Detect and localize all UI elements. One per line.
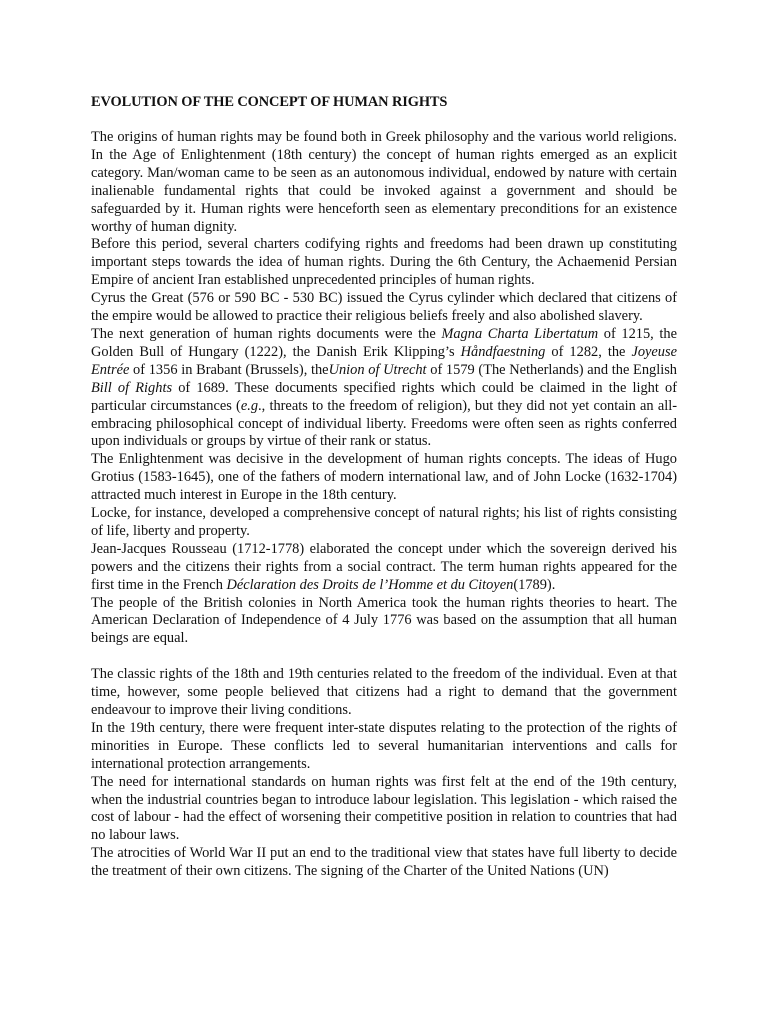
text-run: The need for international standards on human rights was first felt at the end of the 19th century, when the industrial countries began to introduce labour legislation. This legislation - which raised the cost of labour - had the effect of worsening their competitive position in relation to countries that had no labour laws. (91, 773, 677, 844)
text-run: Locke, for instance, developed a comprehensive concept of natural rights; his list of rights consisting of life, liberty and property. (91, 505, 677, 539)
paragraph (91, 129, 677, 236)
text-run: ., threats to the freedom of religion), but they did not yet contain an all-embracing philosophical concept of individual liberty. Freedoms were often seen as rights conferred upon individuals or groups by virtue of their rank or status. (91, 397, 677, 450)
text-run: of 1215, the Golden Bull of Hungary (1222), the Danish Erik Klipping’s (91, 325, 677, 360)
paragraph (91, 595, 677, 649)
italic-text: Déclaration des Droits de l’Homme et du Citoyen (226, 576, 514, 593)
text-run: The origins of human rights may be found both in Greek philosophy and the various world religions. In the Age of Enlightenment (18th century) the concept of human rights emerged as an explicit category. Man/woman came to be seen as an autonomous individual, endowed by nature with certain inalienable fundamental rights that could be invoked against a government and should be safeguarded by it. Human rights were henceforth seen as elementary preconditions for an existence worthy of human dignity. (91, 129, 677, 235)
text-run: (1789). (513, 576, 556, 593)
text-run: Before this period, several charters codifying rights and freedoms had been drawn up constituting important steps towards the idea of human rights. During the 6th Century, the Achaemenid Persian Empire of ancient Iran established unprecedented principles of human rights. (91, 236, 677, 289)
paragraph (91, 666, 677, 720)
paragraph (91, 720, 677, 774)
text-run: The people of the British colonies in North America took the human rights theories to heart. The American Declaration of Independence of 4 July 1776 was based on the assumption that all human beings are equal. (91, 594, 677, 647)
text-run: Cyrus the Great (576 or 590 BC - 530 BC) issued the Cyrus cylinder which declared that citizens of the empire would be allowed to practice their religious beliefs freely and also abolished slavery. (91, 290, 677, 325)
text-run: In the 19th century, there were frequent inter-state disputes relating to the protection of the rights of minorities in Europe. These conflicts led to several humanitarian interventions and calls for international protection arrangements. (91, 719, 677, 772)
italic-text: Magna Charta Libertatum (441, 325, 599, 342)
text-run: The atrocities of World War II put an end to the traditional view that states have full liberty to decide the treatment of their own citizens. The signing of the Charter of the United Nations (UN) (91, 845, 677, 880)
italic-text: Joyeuse Entrée (91, 343, 677, 378)
text-run: Jean-Jacques Rousseau (1712-1778) elaborated the concept under which the sovereign derived his powers and the citizens their rights from a social contract. The term human rights appeared for the first time in the French (91, 540, 677, 593)
paragraph (91, 541, 677, 595)
text-run: of 1579 (The Netherlands) and the English (426, 361, 677, 378)
paragraph (91, 290, 677, 326)
paragraph (91, 236, 677, 290)
document-page (91, 93, 677, 881)
text-run: The Enlightenment was decisive in the development of human rights concepts. The ideas of Hugo Grotius (1583-1645), one of the fathers of modern international law, and of John Locke (1632-1704) attracted much interest in Europe in the 18th century. (91, 451, 677, 504)
paragraph (91, 326, 677, 451)
document-body (91, 129, 677, 881)
italic-text: e.g (240, 397, 259, 414)
text-run: of 1282, the (545, 343, 632, 360)
text-run: of 1689. These documents specified rights which could be claimed in the light of particular circumstances ( (91, 379, 677, 414)
italic-text: Union of Utrecht (328, 361, 427, 378)
document-title: EVOLUTION OF THE CONCEPT OF HUMAN RIGHTS (91, 94, 448, 110)
italic-text: Bill of Rights (91, 379, 173, 396)
paragraph (91, 505, 677, 541)
text-run: The next generation of human rights documents were the (91, 325, 442, 342)
paragraph-spacer (91, 648, 677, 666)
paragraph (91, 451, 677, 505)
italic-text: Håndfaestning (460, 343, 546, 360)
text-run: The classic rights of the 18th and 19th centuries related to the freedom of the individual. Even at that time, however, some people believed that citizens had a right to demand that the government endeavour to improve their living conditions. (91, 666, 677, 718)
text-run: of 1356 in Brabant (Brussels), the (129, 361, 329, 378)
paragraph (91, 774, 677, 846)
paragraph (91, 845, 677, 881)
